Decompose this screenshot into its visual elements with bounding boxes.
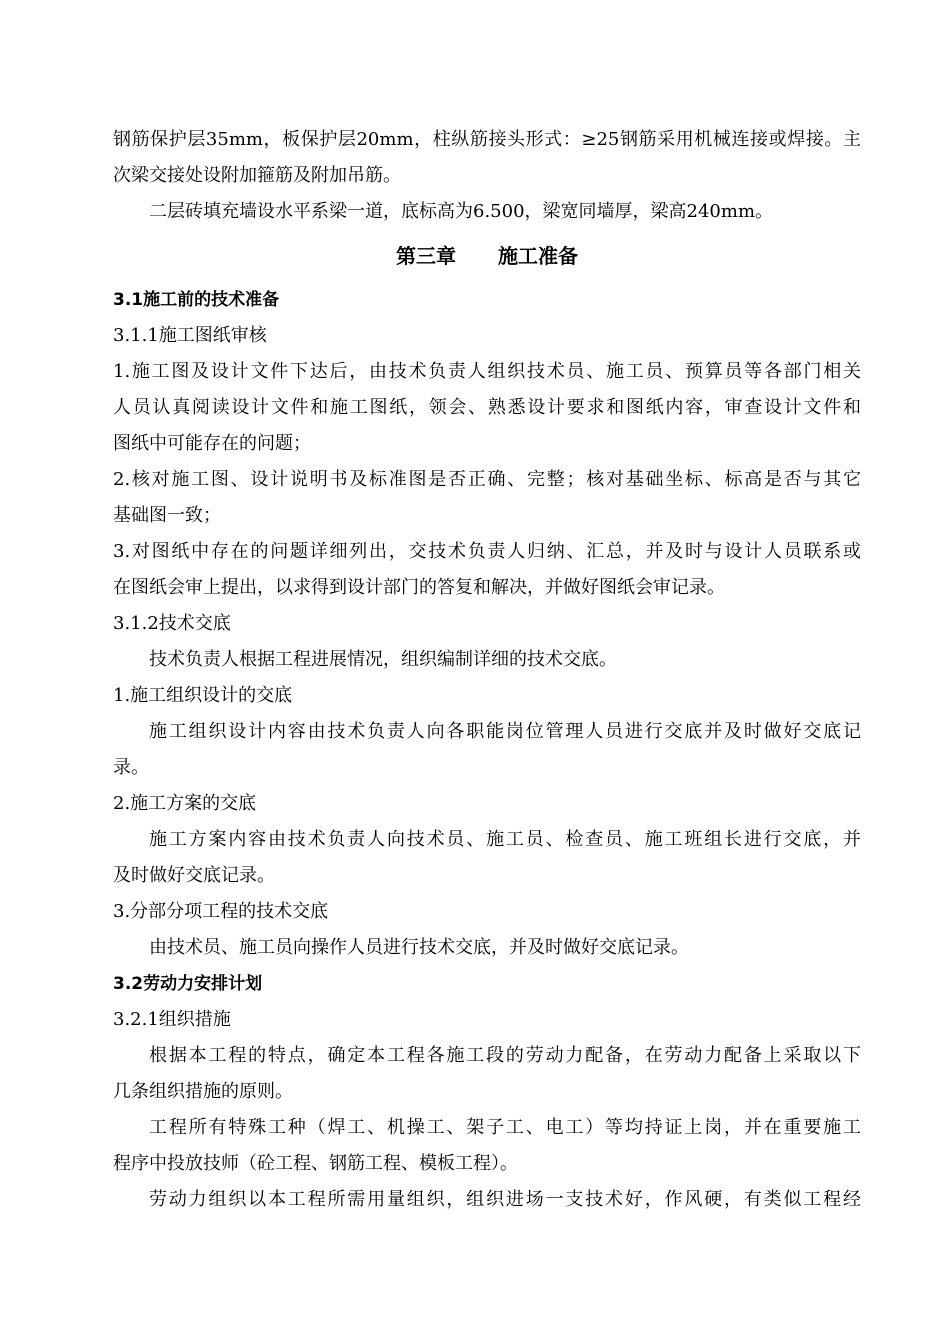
section-heading: 3.2劳动力安排计划 bbox=[113, 974, 263, 994]
subsection-heading: 3.2.1组织措施 bbox=[113, 1009, 231, 1030]
chapter-number: 第三章 bbox=[396, 244, 456, 268]
list-item-line: 图纸中可能存在的问题； bbox=[113, 433, 311, 454]
body-text-line: 施工组织设计内容由技术负责人向各职能岗位管理人员进行交底并及时做好交底记 bbox=[149, 721, 861, 742]
item-title: 3.分部分项工程的技术交底 bbox=[113, 901, 329, 922]
body-text-line: 劳动力组织以本工程所需用量组织，组织进场一支技术好，作风硬，有类似工程经 bbox=[149, 1189, 861, 1210]
body-text-line: 二层砖填充墙设水平系梁一道，底标高为6.500，梁宽同墙厚，梁高240mm。 bbox=[149, 201, 774, 222]
body-text-line: 次梁交接处设附加箍筋及附加吊筋。 bbox=[113, 165, 401, 186]
list-item-line: 1.施工图及设计文件下达后，由技术负责人组织技术员、施工员、预算员等各部门相关 bbox=[113, 361, 861, 382]
body-text-line: 技术负责人根据工程进展情况，组织编制详细的技术交底。 bbox=[149, 649, 617, 670]
body-text-line: 程序中投放技师（砼工程、钢筋工程、模板工程）。 bbox=[113, 1153, 518, 1174]
item-title: 2.施工方案的交底 bbox=[113, 793, 257, 814]
subsection-heading: 3.1.1施工图纸审核 bbox=[113, 325, 267, 346]
list-item-line: 2.核对施工图、设计说明书及标准图是否正确、完整；核对基础坐标、标高是否与其它 bbox=[113, 469, 861, 490]
body-text-line: 根据本工程的特点，确定本工程各施工段的劳动力配备，在劳动力配备上采取以下 bbox=[149, 1045, 861, 1066]
body-text-line: 工程所有特殊工种（焊工、机操工、架子工、电工）等均持证上岗，并在重要施工 bbox=[149, 1117, 861, 1138]
body-text-line: 及时做好交底记录。 bbox=[113, 865, 275, 886]
list-item-line: 人员认真阅读设计文件和施工图纸，领会、熟悉设计要求和图纸内容，审查设计文件和 bbox=[113, 397, 861, 418]
body-text-line: 录。 bbox=[113, 757, 149, 778]
list-item-line: 在图纸会审上提出，以求得到设计部门的答复和解决，并做好图纸会审记录。 bbox=[113, 577, 725, 598]
item-title: 1.施工组织设计的交底 bbox=[113, 685, 293, 706]
list-item-line: 基础图一致； bbox=[113, 505, 221, 526]
chapter-heading bbox=[113, 232, 861, 280]
section-heading: 3.1施工前的技术准备 bbox=[113, 290, 280, 310]
list-item-line: 3.对图纸中存在的问题详细列出，交技术负责人归纳、汇总，并及时与设计人员联系或 bbox=[113, 541, 861, 562]
body-text-line: 由技术员、施工员向操作人员进行技术交底，并及时做好交底记录。 bbox=[149, 937, 689, 958]
body-text-line: 施工方案内容由技术负责人向技术员、施工员、检查员、施工班组长进行交底，并 bbox=[149, 829, 861, 850]
document-page bbox=[113, 122, 861, 1218]
subsection-heading: 3.1.2技术交底 bbox=[113, 613, 231, 634]
chapter-title: 施工准备 bbox=[498, 244, 578, 268]
body-text-line: 钢筋保护层35mm，板保护层20mm，柱纵筋接头形式：≥25钢筋采用机械连接或焊接。主 bbox=[113, 129, 861, 150]
body-text-line: 几条组织措施的原则。 bbox=[113, 1081, 293, 1102]
